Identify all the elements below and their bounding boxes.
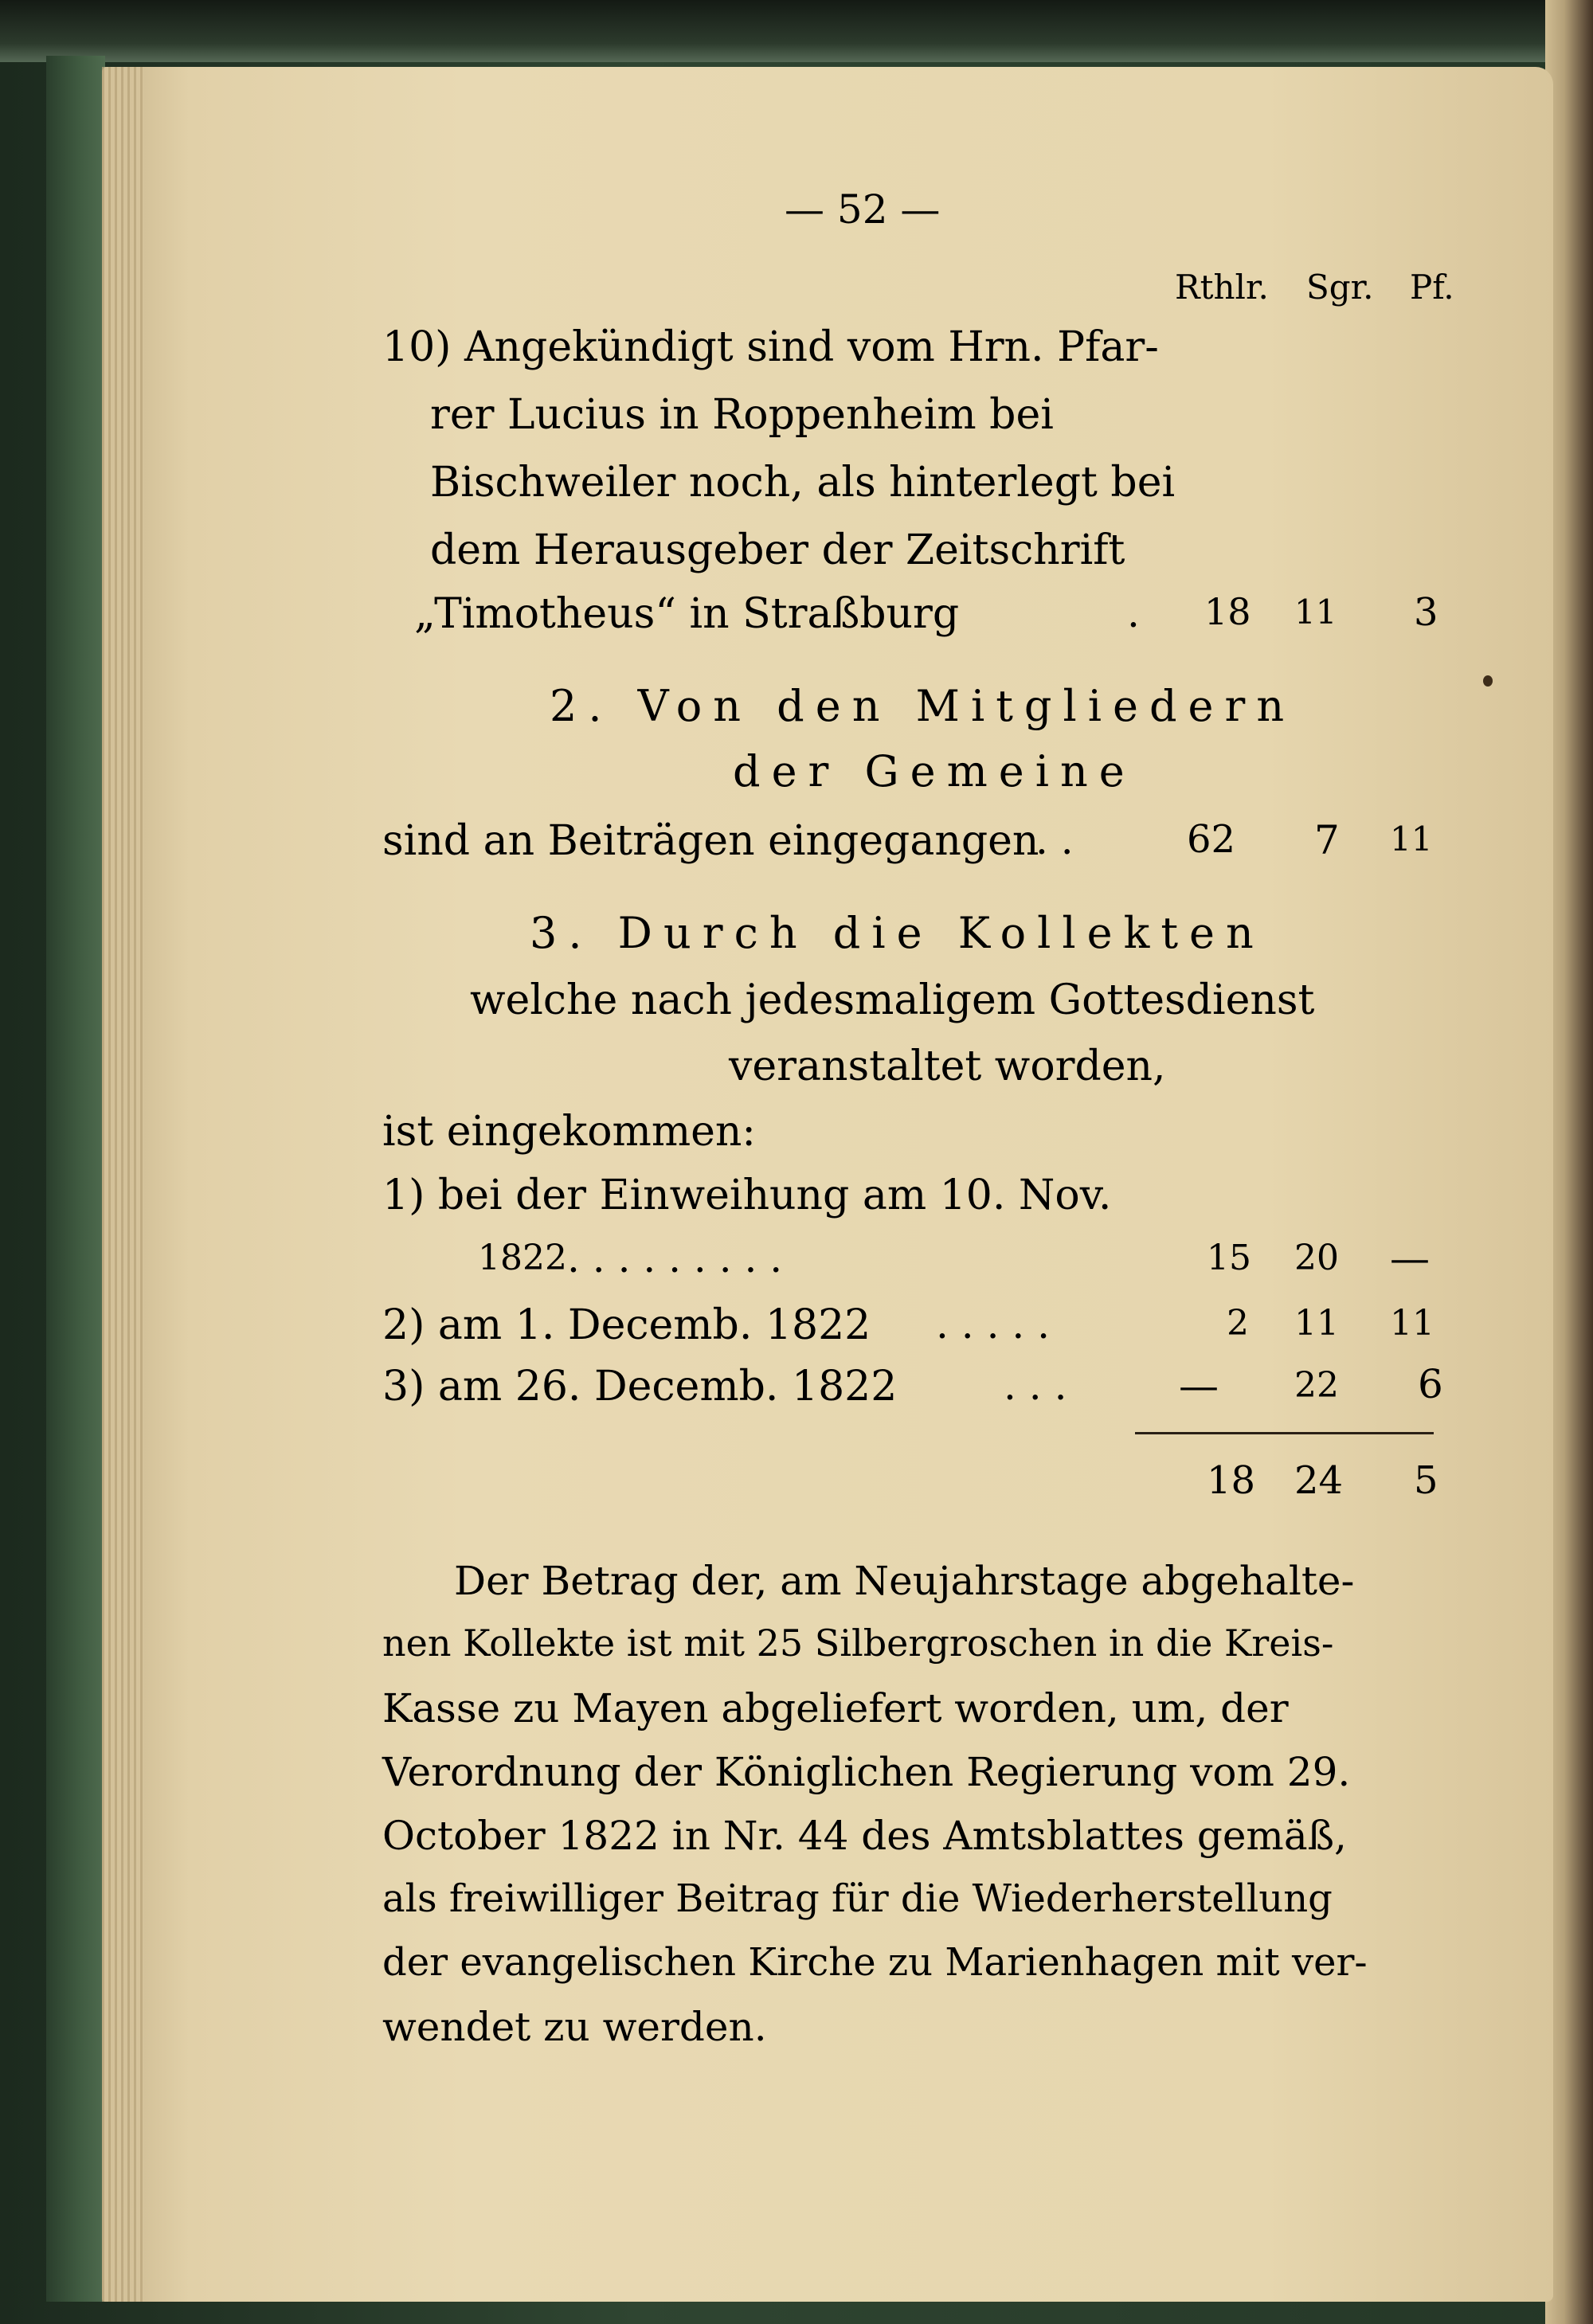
section3-heading-1: 3. Durch die Kollekten <box>530 908 1265 958</box>
item10-line-1: 10) Angekündigt sind vom Hrn. Pfar- <box>382 323 1159 371</box>
total-pf: 5 <box>1414 1458 1438 1503</box>
entry1-dots: . . . . . . . . . <box>567 1235 783 1281</box>
column-header-sgr: Sgr. <box>1306 268 1374 307</box>
ink-spot <box>1483 675 1493 687</box>
entry2-sgr: 11 <box>1294 1303 1339 1344</box>
item10-pf: 3 <box>1414 590 1438 635</box>
total-sgr: 24 <box>1294 1458 1344 1503</box>
entry3-rthlr: — <box>1179 1363 1219 1409</box>
sum-rule <box>1135 1432 1434 1434</box>
page-number: — 52 — <box>785 186 941 233</box>
paragraph-line-1: Der Betrag der, am Neujahrstage abgehalte- <box>454 1558 1355 1604</box>
item10-line-5: „Timotheus“ in Straßburg <box>414 590 960 638</box>
section2-pf: 11 <box>1390 820 1433 859</box>
entry3-label: 3) am 26. Decemb. 1822 <box>382 1363 898 1410</box>
section3-heading-2: welche nach jedesmaligem Gottesdienst <box>470 976 1315 1024</box>
section2-heading-1: 2. Von den Mitgliedern <box>550 681 1296 731</box>
column-header-rthlr: Rthlr. <box>1175 268 1269 307</box>
section2-sgr: 7 <box>1314 817 1340 863</box>
entry2-rthlr: 2 <box>1227 1303 1249 1344</box>
paragraph-line-5: October 1822 in Nr. 44 des Amtsblattes gemäß, <box>382 1813 1347 1859</box>
item10-sgr: 11 <box>1294 593 1337 632</box>
entry1-rthlr: 15 <box>1207 1238 1251 1278</box>
section3-heading-3: veranstaltet worden, <box>729 1043 1166 1090</box>
section2-rthlr: 62 <box>1187 817 1236 862</box>
page-stack-edges <box>102 67 143 2302</box>
section2-line: sind an Beiträgen eingegangen <box>382 817 1039 865</box>
item10-line-4: dem Herausgeber der Zeitschrift <box>430 526 1125 574</box>
item10-line-3: Bischweiler noch, als hinterlegt bei <box>430 459 1176 507</box>
section2-heading-2: der Gemeine <box>733 746 1136 796</box>
book-cover-top-edge <box>0 0 1593 62</box>
paragraph-line-8: wendet zu werden. <box>382 2004 767 2050</box>
entry2-dots: . . . . . <box>936 1301 1051 1348</box>
total-rthlr: 18 <box>1207 1458 1256 1503</box>
paragraph-line-3: Kasse zu Mayen abgeliefert worden, um, der <box>382 1685 1289 1731</box>
item10-dots: . <box>1127 590 1140 636</box>
entry3-pf: 6 <box>1418 1361 1443 1407</box>
entry3-sgr: 22 <box>1294 1365 1339 1406</box>
entry3-dots: . . . <box>1004 1363 1067 1409</box>
section3-intro: ist eingekommen: <box>382 1108 756 1156</box>
item10-rthlr: 18 <box>1204 590 1251 633</box>
item10-line-2: rer Lucius in Roppenheim bei <box>430 391 1054 439</box>
paragraph-line-6: als freiwilliger Beitrag für die Wiederherstellung <box>382 1876 1333 1921</box>
paragraph-line-7: der evangelischen Kirche zu Marienhagen mit ver- <box>382 1940 1368 1985</box>
entry1-sgr: 20 <box>1294 1238 1339 1278</box>
book-spine <box>46 56 105 2302</box>
column-header-pf: Pf. <box>1410 268 1454 307</box>
entry1-cont: 1822 <box>478 1238 567 1278</box>
entry1-label: 1) bei der Einweihung am 10. Nov. <box>382 1172 1112 1219</box>
entry1-pf: — <box>1390 1235 1430 1281</box>
paragraph-line-4: Verordnung der Königlichen Regierung vom 29. <box>382 1749 1351 1795</box>
paragraph-line-2: nen Kollekte ist mit 25 Silbergroschen in die Kreis- <box>382 1622 1334 1665</box>
section2-dots: . . <box>1035 817 1074 863</box>
entry2-label: 2) am 1. Decemb. 1822 <box>382 1301 871 1349</box>
entry2-pf: 11 <box>1390 1303 1434 1344</box>
